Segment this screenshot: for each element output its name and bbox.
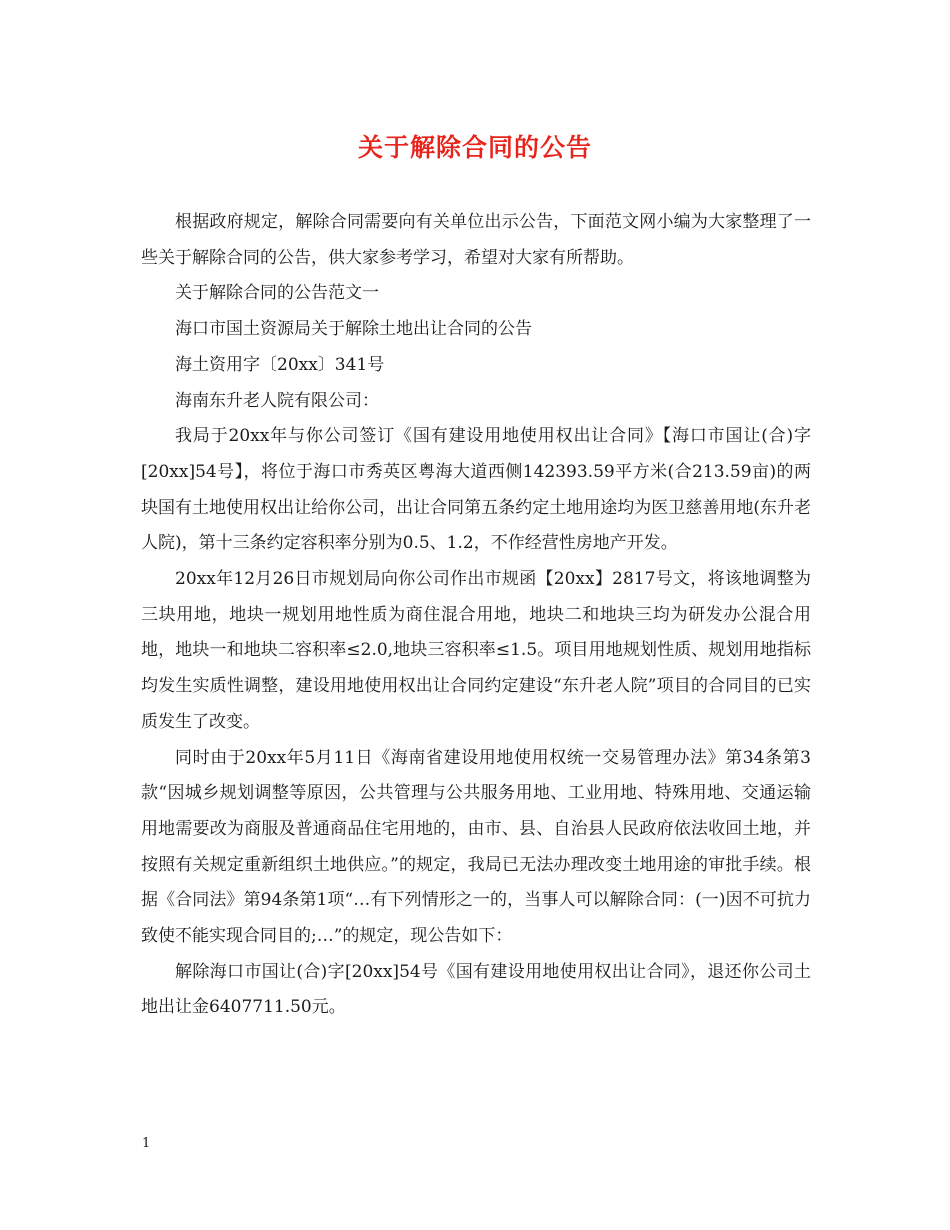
body-paragraph: 我局于20xx年与你公司签订《国有建设用地使用权出让合同》【海口市国让(合)字[20xx]54号】，将位于海口市秀英区粤海大道西侧142393.59平方米(合213.59亩)的两块国有土地使用权出让给你公司，出让合同第五条约定土地用途均为医卫慈善用地(东升老人院)，第十三条约定容积率分别为0.5、1.2，不作经营性房地产开发。 — [141, 426, 811, 554]
document-body — [141, 205, 811, 1026]
body-paragraph: 同时由于20xx年5月11日《海南省建设用地使用权统一交易管理办法》第34条第3款“因城乡规划调整等原因，公共管理与公共服务用地、工业用地、特殊用地、交通运输用地需要改为商服及普通商品住宅用地的，由市、县、自治县人民政府依法收回土地，并按照有关规定重新组织土地供应。”的规定，我局已无法办理改变土地用途的审批手续。根据《合同法》第94条第1项“…有下列情形之一的，当事人可以解除合同：(一)因不可抗力致使不能实现合同目的;…”的规定，现公告如下： — [141, 747, 811, 947]
page-number: 1 — [142, 1136, 151, 1151]
body-paragraph: 20xx年12月26日市规划局向你公司作出市规函【20xx】2817号文，将该地调整为三块用地，地块一规划用地性质为商住混合用地，地块二和地块三均为研发办公混合用地，地块一和地块二容积率≤2.0,地块三容积率≤1.5。项目用地规划性质、规划用地指标均发生实质性调整，建设用地使用权出让合同约定建设“东升老人院”项目的合同目的已实质发生了改变。 — [141, 569, 811, 732]
document-title: 关于解除合同的公告 — [357, 133, 592, 162]
intro-paragraph: 根据政府规定，解除合同需要向有关单位出示公告，下面范文网小编为大家整理了一些关于解除合同的公告，供大家参考学习，希望对大家有所帮助。 — [141, 212, 811, 268]
sample-heading: 关于解除合同的公告范文一 — [175, 283, 379, 304]
body-paragraph: 解除海口市国让(合)字[20xx]54号《国有建设用地使用权出让合同》，退还你公司土地出让金6407711.50元。 — [141, 961, 811, 1018]
addressee: 海南东升老人院有限公司： — [175, 390, 379, 411]
notice-heading: 海口市国土资源局关于解除土地出让合同的公告 — [175, 319, 532, 340]
document-number: 海土资用字〔20xx〕341号 — [175, 354, 385, 375]
